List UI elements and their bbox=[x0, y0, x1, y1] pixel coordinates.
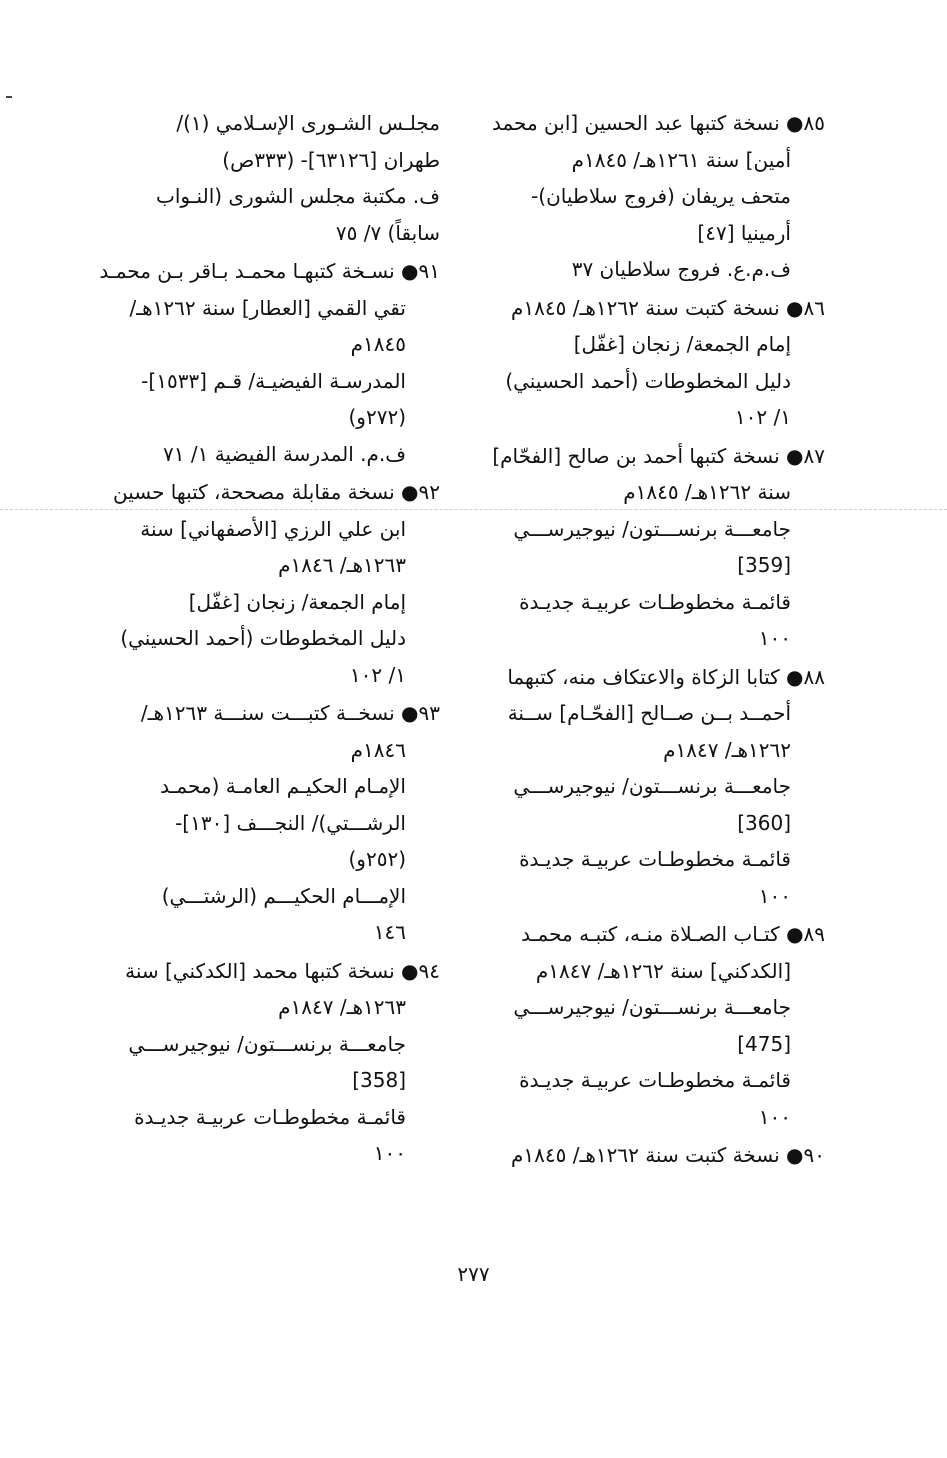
catalog-entry bbox=[480, 105, 825, 288]
entry-text-line: قائمـة مخطوطـات عربيـة جديـدة bbox=[519, 589, 791, 614]
entry-text-line: ١/ ١٠٢ bbox=[349, 662, 406, 687]
entry-text-line: (٢٧٢و) bbox=[348, 405, 406, 429]
entry-text-line: [475] bbox=[737, 1031, 791, 1056]
entry-text-line: ف. مكتبة مجلس الشورى (النـواب bbox=[155, 184, 440, 208]
entry-heading-line: ٩٠● نسخة كتبت سنة ١٢٦٢هـ/ ١٨٤٥م bbox=[511, 1143, 825, 1167]
entry-text-line: متحف يريفان (فروج سلاطيان)- bbox=[531, 184, 791, 208]
entry-text-line: ١٠٠ bbox=[373, 1141, 406, 1165]
entry-text-line: ١٠٠ bbox=[758, 626, 791, 650]
entry-text-line: المدرسـة الفيضيـة/ قـم [١٥٣٣]- bbox=[141, 368, 406, 393]
catalog-entry bbox=[480, 659, 825, 915]
entry-text-line: مجلـس الشـورى الإسـلامي (١)/ bbox=[176, 111, 440, 135]
entry-text-line: ف.م. المدرسة الفيضية ١/ ٧١ bbox=[163, 441, 406, 466]
entry-text-line: قائمـة مخطوطـات عربيـة جديـدة bbox=[134, 1104, 406, 1129]
catalog-entry bbox=[95, 253, 440, 472]
entry-text-line: طهران [٦٣١٢٦]- (٣٣٣ص) bbox=[222, 147, 440, 172]
entry-text-line: سنة ١٢٦٢هـ/ ١٨٤٥م bbox=[623, 480, 791, 504]
entry-text-line: ١٠٠ bbox=[758, 883, 791, 908]
entry-text-line: ١٢٦٣هـ/ ١٨٤٦م bbox=[278, 553, 406, 577]
entry-text-line: [359] bbox=[737, 553, 791, 577]
page-number: ٢٧٧ bbox=[457, 1262, 490, 1286]
catalog-entry bbox=[95, 953, 440, 1172]
right-column bbox=[480, 105, 825, 1176]
entry-text-line: ١٢٦٣هـ/ ١٨٤٧م bbox=[278, 995, 406, 1019]
entry-text-line: ابن علي الرزي [الأصفهاني] سنة bbox=[140, 516, 406, 541]
entry-text-line: قائمـة مخطوطـات عربيـة جديـدة bbox=[519, 1068, 791, 1092]
entry-text-line: ١٤٦ bbox=[373, 920, 406, 944]
entry-text-line: [360] bbox=[737, 810, 791, 835]
entry-text-line: [358] bbox=[352, 1068, 406, 1092]
entry-text-line: دليل المخطوطات (أحمد الحسيني) bbox=[120, 626, 406, 650]
entry-heading-line: ٩٤● نسخة كتبها محمد [الكدكني] سنة bbox=[125, 958, 440, 983]
entry-text-line: تقي القمي [العطار] سنة ١٢٦٢هـ/ bbox=[129, 295, 406, 320]
entry-heading-line: ٩١● نسـخة كتبهـا محمـد بـاقر بـن محمـد bbox=[99, 259, 440, 283]
catalog-entry bbox=[95, 474, 440, 693]
entry-text-line: ف.م.ع. فروج سلاطيان ٣٧ bbox=[571, 257, 791, 281]
entry-text-line: جامعـــة برنســـتون/ نيوجيرســـي bbox=[513, 516, 791, 541]
entry-text-line: سابقاً) ٧/ ٧٥ bbox=[335, 220, 440, 245]
entry-heading-line: ٨٩● كتـاب الصـلاة منـه، كتبـه محمـد bbox=[521, 922, 825, 946]
entry-text-line: ١٨٤٥م bbox=[350, 332, 406, 356]
entry-text-line: أمين] سنة ١٢٦١هـ/ ١٨٤٥م bbox=[571, 147, 791, 172]
entry-heading-line: ٨٨● كتابا الزكاة والاعتكاف منه، كتبهما bbox=[507, 664, 825, 689]
entry-text-line: أحمــد بــن صــالح [الفحّـام] ســنة bbox=[507, 701, 791, 725]
entry-text-line: دليل المخطوطات (أحمد الحسيني) bbox=[505, 368, 791, 393]
entry-heading-line: ٩٢● نسخة مقابلة مصححة، كتبها حسين bbox=[112, 480, 440, 504]
catalog-entry bbox=[480, 1137, 825, 1174]
catalog-entry bbox=[480, 290, 825, 436]
entry-text-line: ١٠٠ bbox=[758, 1104, 791, 1129]
entry-text-line: الإمـــام الحكيـــم (الرشتـــي) bbox=[161, 883, 406, 908]
catalog-entry bbox=[95, 105, 440, 251]
entry-heading-line: ٨٥● نسخة كتبها عبد الحسين [ابن محمد bbox=[492, 111, 825, 135]
entry-text-line: [الكدكني] سنة ١٢٦٢هـ/ ١٨٤٧م bbox=[535, 958, 791, 983]
entry-heading-line: ٩٣● نسخــة كتبـــت سنـــة ١٢٦٣هـ/ bbox=[140, 701, 440, 725]
entry-text-line: أرمينيا [٤٧] bbox=[697, 220, 791, 245]
entry-text-line: ١/ ١٠٢ bbox=[734, 405, 791, 429]
entry-text-line: جامعـــة برنســـتون/ نيوجيرســـي bbox=[513, 995, 791, 1019]
entry-text-line: ١٨٤٦م bbox=[350, 737, 406, 762]
scan-mark bbox=[6, 96, 12, 98]
catalog-entry bbox=[480, 916, 825, 1135]
entry-text-line: (٢٥٢و) bbox=[348, 847, 406, 871]
entry-heading-line: ٨٦● نسخة كتبت سنة ١٢٦٢هـ/ ١٨٤٥م bbox=[511, 295, 825, 320]
entry-text-line: جامعـــة برنســـتون/ نيوجيرســـي bbox=[513, 774, 791, 798]
entry-heading-line: ٨٧● نسخة كتبها أحمد بن صالح [الفحّام] bbox=[492, 443, 825, 468]
entry-text-line: الإمـام الحكيـم العامـة (محمـد bbox=[160, 774, 406, 798]
entry-text-line: ١٢٦٢هـ/ ١٨٤٧م bbox=[663, 737, 791, 762]
entry-text-line: جامعـــة برنســـتون/ نيوجيرســـي bbox=[128, 1031, 406, 1056]
catalog-entry bbox=[480, 438, 825, 657]
entry-text-line: قائمـة مخطوطـات عربيـة جديـدة bbox=[519, 847, 791, 871]
catalog-entry bbox=[95, 695, 440, 951]
left-column bbox=[95, 105, 440, 1174]
entry-text-line: الرشـــتي)/ النجـــف [١٣٠]- bbox=[175, 810, 406, 835]
entry-text-line: إمام الجمعة/ زنجان [غفّل] bbox=[188, 589, 406, 614]
entry-text-line: إمام الجمعة/ زنجان [غفّل] bbox=[573, 332, 791, 356]
